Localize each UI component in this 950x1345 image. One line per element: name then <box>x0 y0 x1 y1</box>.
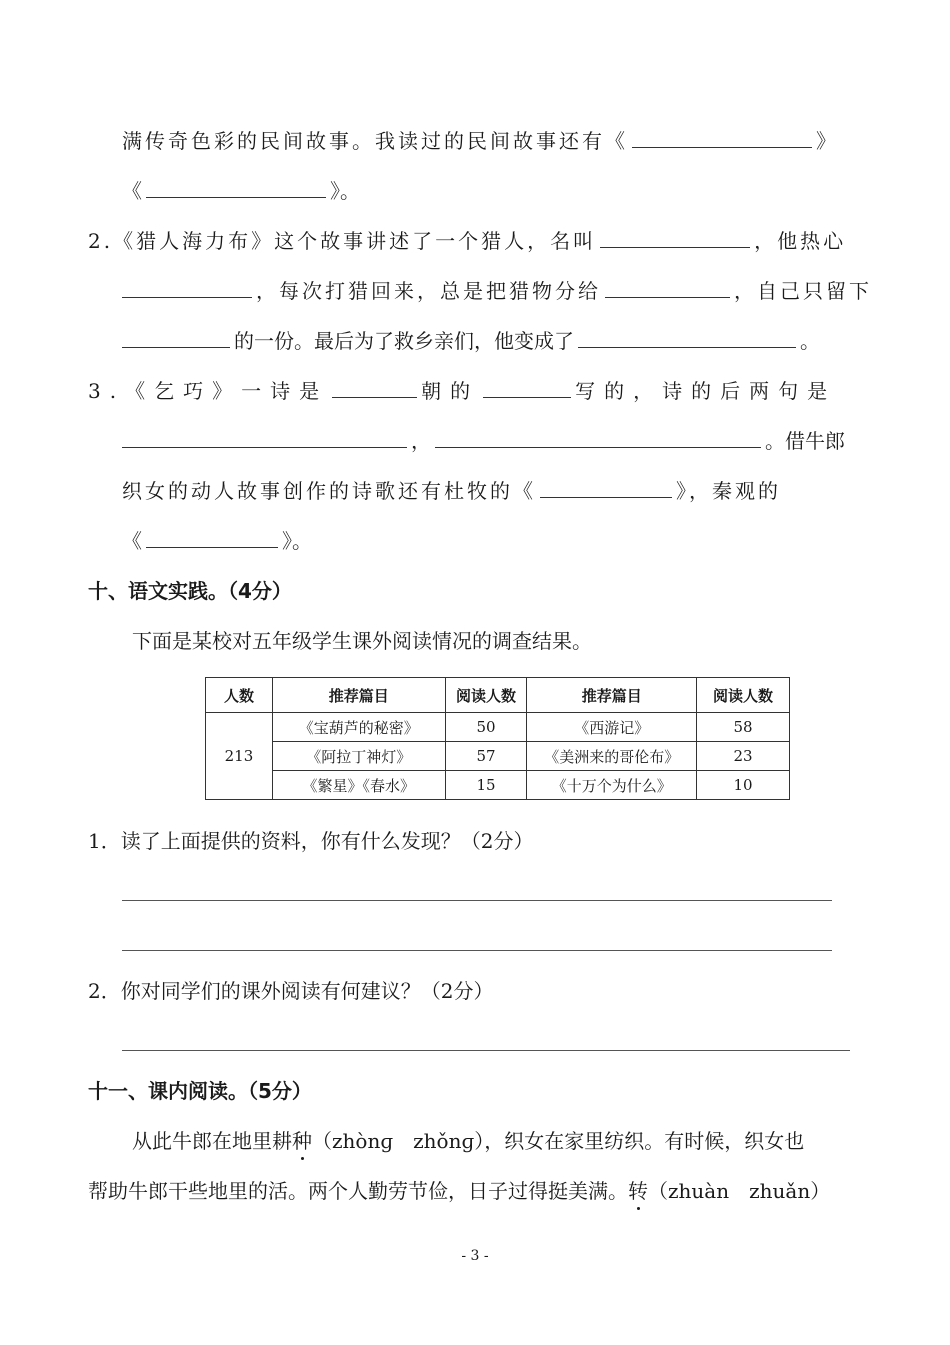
page-number: - 3 - <box>461 1248 489 1264</box>
table-cell: 《繁星》《春水》 <box>272 771 445 800</box>
q2-line-3: 的一份。最后为了救乡亲们，他变成了 。 <box>122 327 820 355</box>
table-cell: 《西游记》 <box>527 713 697 742</box>
table-cell: 58 <box>697 713 790 742</box>
table-row <box>206 713 790 742</box>
answer-blank-dynasty[interactable] <box>332 377 417 398</box>
answer-blank-became[interactable] <box>578 327 796 348</box>
reading-paragraph-line-2: 帮助牛郎干些地里的活。两个人勤劳节俭，日子过得挺美满。转（zhuàn zhuǎn） <box>88 1179 831 1203</box>
header-readers-2: 阅读人数 <box>697 678 790 713</box>
q3-line-1: 3.《乞巧》一诗是 朝的 写的，诗的后两句是 <box>88 379 837 403</box>
answer-blank-share-with[interactable] <box>605 277 730 298</box>
section-10-question-1: 1．读了上面提供的资料，你有什么发现？（2分） <box>88 829 534 853</box>
table-cell: 15 <box>445 771 527 800</box>
reading-paragraph-line-1: 从此牛郎在地里耕种（zhònɡ zhǒnɡ），织女在家里纺织。有时候，织女也 <box>132 1129 805 1153</box>
table-cell: 10 <box>697 771 790 800</box>
table-header-row <box>206 678 790 713</box>
answer-blank-hunter-trait[interactable] <box>122 277 252 298</box>
dotted-char-zhong: 种 <box>292 1129 312 1153</box>
q2-line-2: ，每次打猎回来，总是把猎物分给 ，自己只留下 <box>122 277 872 305</box>
header-recommended-2: 推荐篇目 <box>527 678 697 713</box>
answer-blank-folk-2[interactable] <box>146 177 326 198</box>
answer-blank-keep-share[interactable] <box>122 327 230 348</box>
table-cell: 23 <box>697 742 790 771</box>
answer-blank-qinguan-poem[interactable] <box>146 527 278 548</box>
table-cell: 50 <box>445 713 527 742</box>
section-11-title: 十一、课内阅读。（5分） <box>88 1079 312 1103</box>
answer-line-findings-1[interactable] <box>122 900 832 901</box>
answer-blank-verse-2[interactable] <box>435 427 761 448</box>
answer-blank-folk-1[interactable] <box>632 127 812 148</box>
answer-line-suggestion[interactable] <box>122 1050 850 1051</box>
q2-line-1: 2.《猎人海力布》这个故事讲述了一个猎人，名叫 ，他热心 <box>88 229 847 253</box>
table-cell: 《美洲来的哥伦布》 <box>527 742 697 771</box>
section-10-question-2: 2．你对同学们的课外阅读有何建议？（2分） <box>88 979 494 1003</box>
section-10-title: 十、语文实践。（4分） <box>88 579 292 603</box>
answer-blank-hunter-name[interactable] <box>600 227 750 248</box>
total-people-cell: 213 <box>206 713 273 800</box>
q3-line-3: 织女的动人故事创作的诗歌还有杜牧的《 》，秦观的 <box>122 479 781 503</box>
header-readers-1: 阅读人数 <box>445 678 527 713</box>
survey-table <box>205 677 790 800</box>
line-folk-stories-2: 《 》。 <box>122 179 360 203</box>
table-row <box>206 742 790 771</box>
q3-line-4: 《 》。 <box>122 529 312 553</box>
header-recommended-1: 推荐篇目 <box>272 678 445 713</box>
answer-line-findings-2[interactable] <box>122 950 832 951</box>
table-cell: 《宝葫芦的秘密》 <box>272 713 445 742</box>
q3-line-2: ， 。借牛郎 <box>122 427 845 455</box>
table-cell: 《阿拉丁神灯》 <box>272 742 445 771</box>
answer-blank-dumu-poem[interactable] <box>540 477 672 498</box>
table-cell: 《十万个为什么》 <box>527 771 697 800</box>
answer-blank-poet[interactable] <box>483 377 571 398</box>
answer-blank-verse-1[interactable] <box>122 427 407 448</box>
table-row <box>206 771 790 800</box>
line-folk-stories: 满传奇色彩的民间故事。我读过的民间故事还有《 》 <box>122 129 839 153</box>
survey-intro: 下面是某校对五年级学生课外阅读情况的调查结果。 <box>132 629 592 653</box>
table-cell: 57 <box>445 742 527 771</box>
header-people-count: 人数 <box>206 678 273 713</box>
dotted-char-zhuan: 转 <box>628 1179 648 1203</box>
